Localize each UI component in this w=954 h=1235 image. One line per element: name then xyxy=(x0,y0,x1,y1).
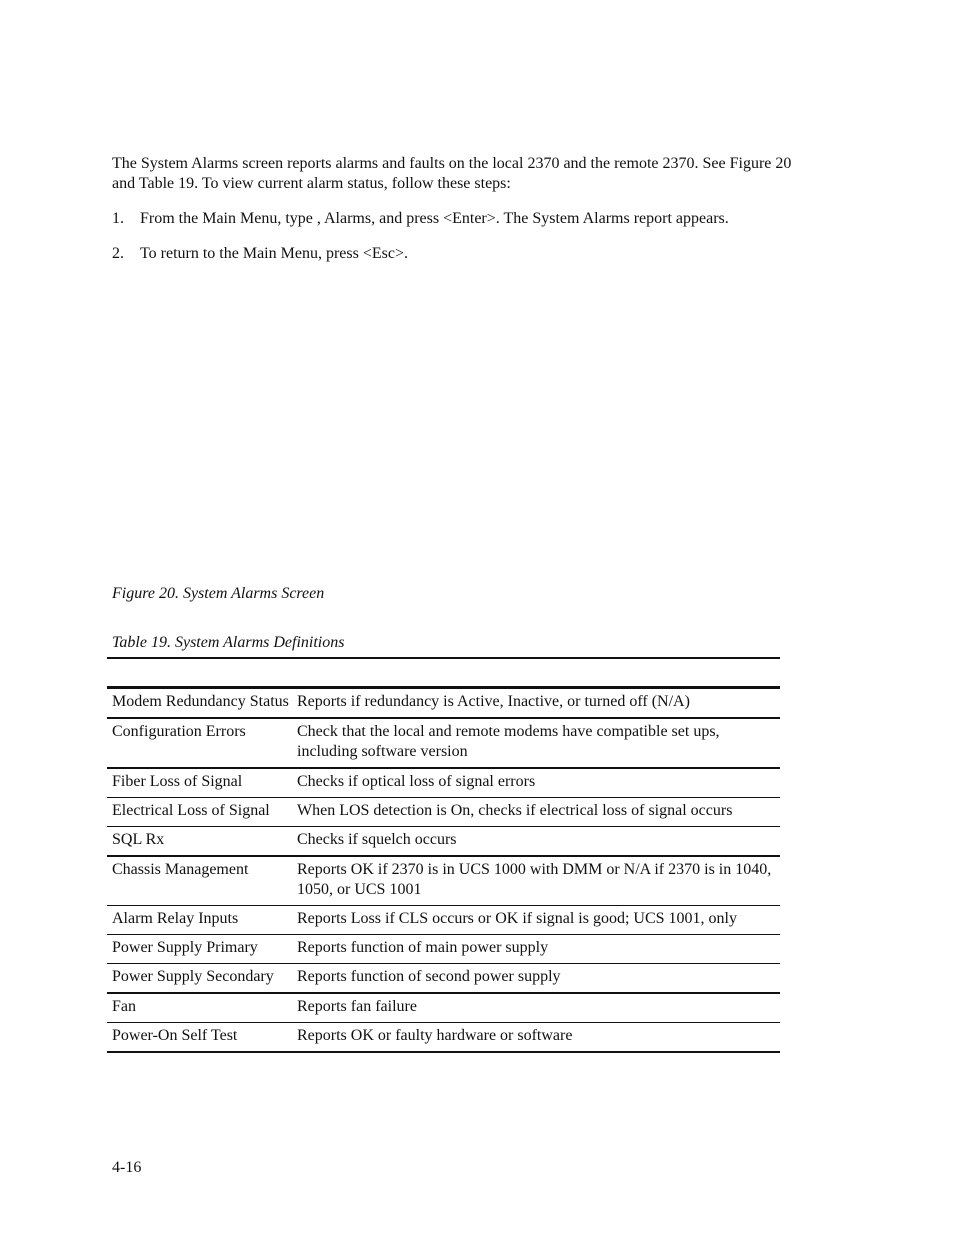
table-row xyxy=(107,906,780,935)
intro-paragraph: The System Alarms screen reports alarms and faults on the local 2370 and the remote 2370. See Figure 20 and Table 19. To view current alarm status, follow these steps: xyxy=(112,155,792,192)
step-1 xyxy=(112,209,812,229)
definitions-table xyxy=(107,689,780,1053)
table-row xyxy=(107,718,780,768)
term-cell: Configuration Errors xyxy=(107,718,292,768)
definition-cell: Checks if optical loss of signal errors xyxy=(292,768,780,798)
table-row xyxy=(107,827,780,857)
table-row xyxy=(107,689,780,718)
term-cell: Power-On Self Test xyxy=(107,1023,292,1053)
step-text: From the Main Menu, type , Alarms, and press <Enter>. The System Alarms report appears. xyxy=(140,210,729,227)
term-cell: Fan xyxy=(107,993,292,1023)
figure-caption: Figure 20. System Alarms Screen xyxy=(112,585,325,602)
term-cell: Modem Redundancy Status xyxy=(107,689,292,718)
step-text: To return to the Main Menu, press <Esc>. xyxy=(140,245,408,262)
term-cell: Power Supply Primary xyxy=(107,935,292,964)
definition-cell: When LOS detection is On, checks if electrical loss of signal occurs xyxy=(292,798,780,827)
table-row xyxy=(107,993,780,1023)
table-row xyxy=(107,964,780,994)
page-number: 4-16 xyxy=(112,1159,142,1176)
definition-cell: Reports fan failure xyxy=(292,993,780,1023)
table-top-rule xyxy=(107,657,780,659)
definition-cell: Reports function of main power supply xyxy=(292,935,780,964)
step-number: 1. xyxy=(112,210,124,227)
table-row xyxy=(107,935,780,964)
definition-cell: Checks if squelch occurs xyxy=(292,827,780,857)
term-cell: Alarm Relay Inputs xyxy=(107,906,292,935)
definition-cell: Reports OK if 2370 is in UCS 1000 with DMM or N/A if 2370 is in 1040, 1050, or UCS 1001 xyxy=(292,856,780,906)
table-row xyxy=(107,1023,780,1053)
definition-cell: Reports function of second power supply xyxy=(292,964,780,994)
table-caption: Table 19. System Alarms Definitions xyxy=(112,634,345,651)
step-2 xyxy=(112,244,812,264)
step-number: 2. xyxy=(112,245,124,262)
definition-cell: Reports OK or faulty hardware or software xyxy=(292,1023,780,1053)
definition-cell: Reports Loss if CLS occurs or OK if signal is good; UCS 1001, only xyxy=(292,906,780,935)
table-row xyxy=(107,768,780,798)
term-cell: Power Supply Secondary xyxy=(107,964,292,994)
term-cell: Chassis Management xyxy=(107,856,292,906)
table-row xyxy=(107,798,780,827)
term-cell: Electrical Loss of Signal xyxy=(107,798,292,827)
definition-cell: Check that the local and remote modems have compatible set ups, including software version xyxy=(292,718,780,768)
table-row xyxy=(107,856,780,906)
term-cell: SQL Rx xyxy=(107,827,292,857)
term-cell: Fiber Loss of Signal xyxy=(107,768,292,798)
definition-cell: Reports if redundancy is Active, Inactive, or turned off (N/A) xyxy=(292,689,780,718)
